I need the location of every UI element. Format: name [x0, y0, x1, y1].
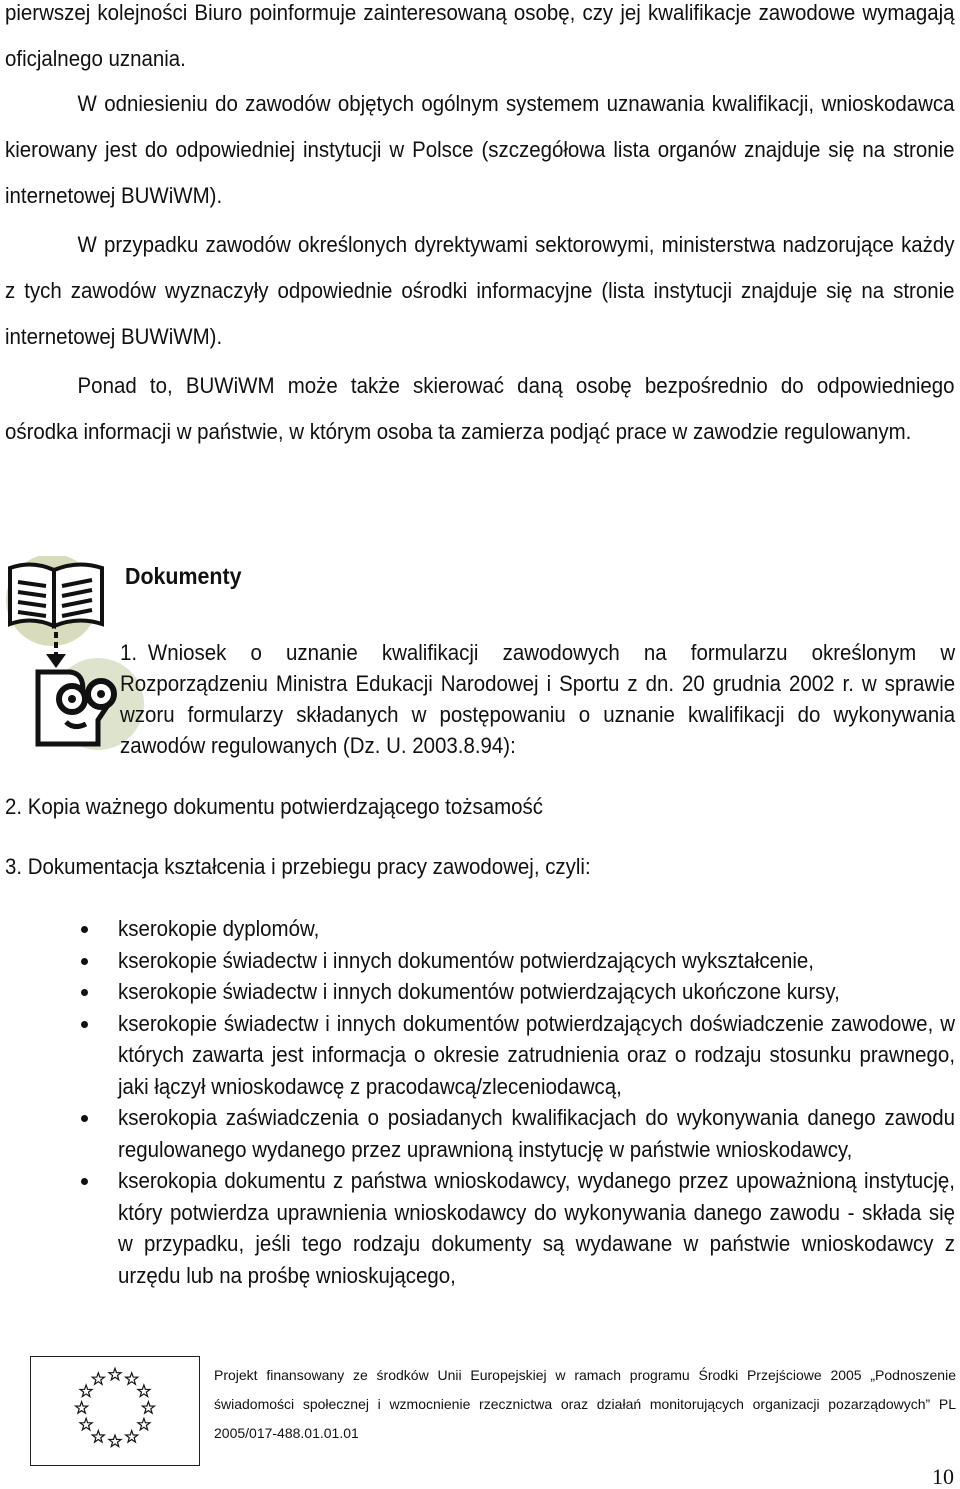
eu-star-icon: [109, 1435, 121, 1447]
bullet-item: [75, 945, 955, 977]
bullet-text: kserokopie świadectw i innych dokumentów potwierdzających ukończone kursy,: [118, 979, 840, 1004]
bullet-item: [75, 976, 955, 1008]
list-item-application-form: [120, 637, 955, 761]
eu-star-icon: [80, 1385, 92, 1397]
eu-star-icon: [76, 1402, 88, 1414]
bullet-text: kserokopie dyplomów,: [118, 916, 320, 941]
bullet-text: kserokopia zaświadczenia o posiadanych kwalifikacjach do wykonywania danego zawodu regulowanego wydanego przez uprawnioną instytucję w państwie wnioskodawcy,: [118, 1105, 955, 1162]
bullet-text: kserokopia dokumentu z państwa wnioskodawcy, wydanego przez upoważnioną instytucję, który potwierdza uprawnienia wnioskodawcy do wykonywania danego zawodu - składa się w przypadku, jeśli tego rodzaju dokumenty są wydawane w państwie wnioskodawcy z urzędu lub na prośbę wnioskującego,: [118, 1168, 955, 1288]
eu-star-icon: [92, 1373, 104, 1385]
paragraph-general-system: W odniesieniu do zawodów objętych ogólnym systemem uznawania kwalifikacji, wnioskodawca kierowany jest do odpowiedniej instytucji w Polsce (szczegółowa lista organów znajduje się na stronie internetowej BUWiWM).: [5, 91, 955, 208]
bullet-item: [75, 1008, 955, 1103]
eu-star-icon: [92, 1431, 104, 1443]
eu-star-icon: [126, 1373, 138, 1385]
paragraph-information-centre: Ponad to, BUWiWM może także skierować daną osobę bezpośrednio do odpowiedniego ośrodka informacji w państwie, w którym osoba ta zamierza podjąć prace w zawodzie regulowanym.: [5, 373, 955, 444]
documentation-bullet-list: [75, 913, 955, 1291]
eu-star-icon: [138, 1418, 150, 1430]
eu-star-icon: [138, 1385, 150, 1397]
bullet-dot-icon: [81, 958, 88, 965]
bullet-dot-icon: [81, 989, 88, 996]
eu-star-icon: [142, 1402, 154, 1414]
bullet-dot-icon: [81, 1178, 88, 1185]
eu-flag-icon: [30, 1356, 200, 1466]
bullet-dot-icon: [81, 1021, 88, 1028]
bullet-text: kserokopie świadectw i innych dokumentów potwierdzających doświadczenie zawodowe, w których zawarta jest informacja o okresie zatrudnienia oraz o rodzaju stosunku prawnego, jaki łączył wnioskodawcę z pracodawcą/zleceniodawcą,: [118, 1010, 955, 1099]
paragraph-sectoral-directives: W przypadku zawodów określonych dyrektywami sektorowymi, ministerstwa nadzorujące każdy z tych zawodów wyznaczyły odpowiednie ośrodki informacyjne (lista instytucji znajduje się na stronie internetowej BUWiWM).: [5, 232, 955, 349]
bullet-text: kserokopie świadectw i innych dokumentów potwierdzających wykształcenie,: [118, 947, 814, 973]
bullet-dot-icon: [81, 1115, 88, 1122]
list-item-identity-document: 2. Kopia ważnego dokumentu potwierdzającego tożsamość: [5, 794, 543, 819]
bullet-dot-icon: [81, 926, 88, 933]
list-item-text: Wniosek o uznanie kwalifikacji zawodowych na formularzu określonym w Rozporządzeniu Ministra Edukacji Narodowej i Sportu z dn. 20 grudnia 2002 r. w sprawie wzoru formularzy składanych w postępowaniu o uznanie kwalifikacji do wykonywania zawodów regulowanych (Dz. U. 2003.8.94):: [120, 640, 956, 758]
bullet-item: [75, 1165, 955, 1291]
section-title-documents: Dokumenty: [125, 563, 242, 589]
list-item-number: 1.: [120, 640, 138, 665]
eu-star-icon: [109, 1368, 121, 1380]
eu-star-icon: [80, 1418, 92, 1430]
paragraph-intro: pierwszej kolejności Biuro poinformuje zainteresowaną osobę, czy jej kwalifikacje zawodowe wymagają oficjalnego uznania.: [5, 0, 955, 71]
page-number: 10: [932, 1464, 954, 1489]
footer-funding-note: Projekt finansowany ze środków Unii Europejskiej w ramach programu Środki Przejściowe 2005 „Podnoszenie świadomości społecznej i wzmocnienie rzecznictwa oraz działań monitorujących organizacji pozarządowych” PL 2005/017-488.01.01.01: [214, 1367, 956, 1441]
eu-star-icon: [126, 1431, 138, 1443]
list-item-education-documentation: 3. Dokumentacja kształcenia i przebiegu pracy zawodowej, czyli:: [5, 854, 591, 879]
bullet-item: [75, 1102, 955, 1165]
bullet-item: [75, 913, 955, 945]
